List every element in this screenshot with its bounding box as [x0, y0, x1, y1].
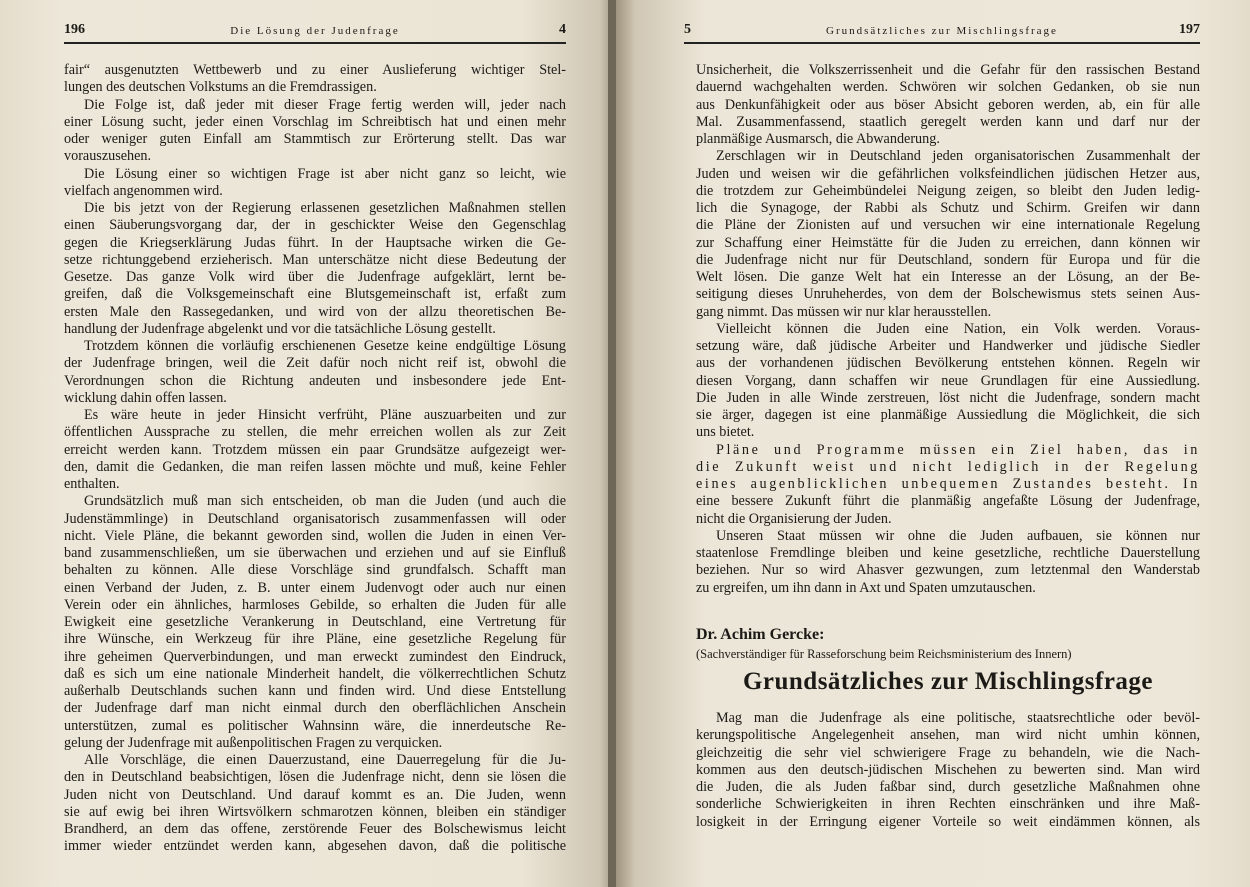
text-line: ersten Male den Rassegedanken, und wird von der allzu theoretischen Be-: [64, 303, 566, 320]
text-line: immer wieder entzündet werden kann, abgesehen davon, daß die politische: [64, 838, 566, 855]
text-line: planmäßige Ausmarsch, die Abwanderung.: [696, 131, 940, 147]
text-line: die trotzdem zur Geheimbündelei Neigung zeigen, so bleibt den Juden ledig-: [696, 182, 1200, 199]
text-line: handlung der Judenfrage abgelenkt und vor die tatsächliche Lösung gestellt.: [64, 320, 496, 337]
text-line: seitigung dieses Unruheherdes, von dem der Bolschewismus stets seinen Aus-: [696, 286, 1200, 303]
text-line: gegen die Kriegserklärung Judas führt. In der Hauptsache wirken die Ge-: [64, 234, 566, 251]
article-author-role: (Sachverständiger für Rasseforschung beim Reichsministerium des Innern): [696, 647, 1072, 661]
text-line: Verein oder ein ähnliches, harmloses Gebilde, so erhalten die Juden für alle: [64, 596, 566, 613]
text-line: band zusammenschließen, um sie überwachen und erziehen und auf sie Einfluß: [64, 545, 566, 561]
text-line: oder weniger guten Einfall am Stammtisch zur Erörterung stellt. Das war: [64, 131, 566, 147]
text-line: wicklung dahin offen lassen.: [64, 389, 227, 406]
text-line: staatenlose Fremdlinge bleiben und keine gesetzliche, rechtliche Dauerstellung: [696, 545, 1200, 561]
text-line: dauernd wachgehalten werden. Schwören wir solchen Gedanken, ob sie nun: [696, 79, 1200, 96]
text-line: setzung wäre, daß jüdische Arbeiter und Handwerker und jüdische Siedler: [696, 338, 1200, 354]
text-line: aus der vorhandenen jüdischen Bevölkerung entstehen können. Regeln wir: [696, 355, 1200, 372]
text-line: Zerschlagen wir in Deutschland jeden organisatorischen Zusammenhalt der: [716, 148, 1200, 165]
page-number: 197: [1179, 22, 1200, 37]
text-line: erreicht werden kann. Trotzdem müssen ein paar Grundsätze aufgezeigt wer-: [64, 441, 566, 458]
text-line: die Pläne der Zionisten auf und versuchen wir eine internationale Regelung: [696, 217, 1200, 234]
text-line: vorauszusehen.: [64, 148, 152, 165]
text-line: lungen des deutschen Volkstums an die Fremdrassigen.: [64, 79, 377, 96]
text-line: den, damit die Gedanken, die man reifen lassen möchte und muß, keine Fehler: [64, 458, 566, 475]
text-line: lich die Synagoge, der Rabbi als Schutz und Schirm. Greifen wir dann: [696, 200, 1200, 216]
text-line: Gesetze. Das ganze Volk wird über die Judenfrage aufgeklärt, lernt be-: [64, 269, 566, 285]
text-line: kommen aus den deutsch-jüdischen Mischehen zu bewerten sind. Man wird: [696, 761, 1200, 778]
text-line: Unseren Staat müssen wir ohne die Juden aufbauen, sie können nur: [716, 527, 1200, 544]
text-line: Die Lösung einer so wichtigen Frage ist aber nicht ganz so leicht, wie: [84, 165, 566, 182]
text-line: zu ergreifen, um ihn dann in Axt und Spaten umzutauschen.: [696, 579, 1036, 596]
text-line: sie ärger, dagegen ist eine planmäßige Aussiedlung die Möglichkeit, die sich: [696, 407, 1200, 423]
right-page: [616, 0, 1250, 887]
text-line: gleichzeitig die sehr viel schwierigere Frage zu behandeln, wie die Nach-: [696, 744, 1200, 761]
text-line: Mag man die Judenfrage als eine politische, staatsrechtliche oder bevöl-: [716, 710, 1200, 726]
right-page-text: [696, 62, 1200, 597]
text-line: Grundsätzlich muß man sich entscheiden, ob man die Juden (und auch die: [84, 493, 566, 510]
text-line: Juden nicht von Deutschland. Und darauf kommt es an. Die Juden, wenn: [64, 786, 566, 803]
text-line: unterstützen, zumal es politischer Wahnsinn wäre, die innerdeutsche Re-: [64, 717, 566, 734]
text-line: vielfach angenommen wird.: [64, 182, 223, 199]
text-line: Alle Vorschläge, die einen Dauerzustand, eine Dauerregelung für die Ju-: [84, 752, 566, 768]
text-line: daß es sich um eine nationale Minderheit handelt, die völkerrechtlichen Schutz: [64, 665, 566, 682]
text-line: nicht. Viele Pläne, die bekannt geworden sind, wollen die Juden in einen Ver-: [64, 527, 566, 544]
section-number: 4: [559, 22, 566, 37]
text-line: sonderliche Schwierigkeiten in ihren Rechten einschränken und ihre Maß-: [696, 796, 1200, 813]
text-line: nicht die Organisierung der Juden.: [696, 510, 892, 527]
text-line: die Judenfrage nicht nur für Deutschland, sondern für Europa und für die: [696, 251, 1200, 268]
text-line: zur Schaffung einer Heimstätte für die Juden zu erreichen, dann können wir: [696, 234, 1200, 251]
right-page-header: [684, 22, 1200, 44]
text-line: den in Deutschland beabsichtigen, lösen die Judenfrage nicht, denn sie lösen die: [64, 769, 566, 786]
text-line: greifen, daß die Volksgemeinschaft eine Blutsgemeinschaft ist, erfaßt zum: [64, 286, 566, 303]
text-line: Unsicherheit, die Volkszerrissenheit und die Gefahr für den rassischen Bestand: [696, 62, 1200, 78]
text-line: kerungspolitische Angelegenheit ansehen, man wird nicht umhin können,: [696, 727, 1200, 744]
article-text: [696, 710, 1200, 831]
text-line: die Zukunft weist und nicht lediglich in der Regelung: [696, 458, 1200, 475]
text-line: gang nimmt. Das müssen wir nur klar herausstellen.: [696, 303, 992, 320]
text-line: gelung der Judenfrage mit außenpolitischen Fragen zu verquicken.: [64, 734, 443, 751]
text-line: sie auf ewig bei ihren Wirtsvölkern schmarotzen können, bleiben ein ständiger: [64, 803, 566, 820]
text-line: öffentlichen Aussprache zu stellen, die mehr erreichen wollen als zur Zeit: [64, 424, 566, 441]
text-line: die Juden, die als Juden faßbar sind, durch gesetzliche Maßnahmen ohne: [696, 779, 1200, 795]
text-line: ihre Wünsche, ein Werkzeug für ihre Pläne, eine gesetzliche Regelung für: [64, 631, 566, 648]
text-line: einer Lösung sucht, jeder einen Vorschlag im Schreibtisch hat und einen mehr: [64, 113, 566, 130]
text-line: setze richtunggebend erzieherisch. Man unterschätze nicht diese Bedeutung der: [64, 251, 566, 268]
page-number: 196: [64, 22, 85, 37]
text-line: Pläne und Programme müssen ein Ziel haben, das in: [716, 441, 1200, 458]
text-line: Vielleicht können die Juden eine Nation, ein Volk werden. Voraus-: [716, 320, 1200, 337]
text-line: Verordnungen schon die Richtung andeuten und insbesondere jede Ent-: [64, 372, 566, 389]
left-page-header: [64, 22, 566, 44]
text-line: eine bessere Zukunft führt die planmäßig angefaßte Lösung der Judenfrage,: [696, 493, 1200, 510]
text-line: der Judenfrage darf man nicht einmal durch den oberflächlichen Anschein: [64, 700, 566, 717]
text-line: Die Juden in alle Winde zerstreuen, löst nicht die Judenfrage, sondern macht: [696, 389, 1200, 406]
text-line: Welt lösen. Die ganze Welt hat ein Interesse an der Lösung, an der Be-: [696, 269, 1200, 285]
text-line: Ewigkeit eine gesetzliche Verankerung in Deutschland, eine Vertretung für: [64, 614, 566, 630]
left-page: [0, 0, 612, 887]
text-line: eines augenblicklichen unbequemen Zustandes besteht. In: [696, 476, 1200, 492]
text-line: der Judenfrage bringen, weil die Zeit dafür noch nicht reif ist, obwohl die: [64, 355, 566, 372]
text-line: Mal. Zusammenfassend, staatlich geregelt werden kann und darf nur der: [696, 113, 1200, 130]
text-line: Brandherd, an dem das offene, zerstörende Feuer des Bolschewismus leicht: [64, 821, 566, 837]
text-line: außerhalb Deutschlands suchen kann und finden wird. Und diese Entstellung: [64, 683, 566, 699]
section-number: 5: [684, 22, 691, 37]
text-line: einen Säuberungsvorgang dar, der in geschickter Weise den Gegenschlag: [64, 217, 566, 234]
running-head: Grundsätzliches zur Mischlingsfrage: [826, 25, 1058, 37]
text-line: Die Folge ist, daß jeder mit dieser Frage fertig werden will, jeder nach: [84, 96, 566, 113]
text-line: enthalten.: [64, 476, 120, 492]
text-line: diesen Vorgang, dann schaffen wir neue Grundlagen für eine Aussiedlung.: [696, 372, 1200, 389]
text-line: aus Denkunfähigkeit oder aus böser Absicht geboren werden, ab, ein für alle: [696, 96, 1200, 113]
article-title: Grundsätzliches zur Mischlingsfrage: [742, 668, 1154, 695]
text-line: beziehen. Nur so wird Ahasver gezwungen, zum letztenmal den Wanderstab: [696, 562, 1200, 579]
text-line: ihre geheimen Querverbindungen, und man erweckt zumindest den Eindruck,: [64, 648, 566, 665]
text-line: einen Verband der Juden, z. B. unter einem Judenvogt oder auch nur einen: [64, 579, 566, 596]
text-line: Es wäre heute in jeder Hinsicht verfrüht, Pläne auszuarbeiten und zur: [84, 407, 566, 423]
text-line: Juden und weisen wir die gefährlichen volksfeindlichen jüdischen Hetzer aus,: [696, 165, 1200, 182]
text-line: Judenstämmlinge) in Deutschland organisatorisch zusammenfassen will oder: [64, 510, 566, 527]
text-line: Trotzdem können die vorläufig erschienenen Gesetze keine endgültige Lösung: [84, 338, 566, 354]
text-line: uns bietet.: [696, 424, 755, 441]
left-page-text: [64, 62, 566, 856]
text-line: Die bis jetzt von der Regierung erlassenen gesetzlichen Maßnahmen stellen: [84, 200, 566, 216]
text-line: fair“ ausgenutzten Wettbewerb und zu einer Auslieferung wichtiger Stel-: [64, 62, 566, 78]
text-line: losigkeit in der Erringung eigener Vorteile so weit eindämmen können, als: [696, 813, 1200, 830]
article-author: Dr. Achim Gercke:: [696, 626, 825, 643]
text-line: behalten zu können. Alle diese Vorschläge sind grundfalsch. Schafft man: [64, 562, 566, 579]
running-head: Die Lösung der Judenfrage: [230, 25, 400, 37]
